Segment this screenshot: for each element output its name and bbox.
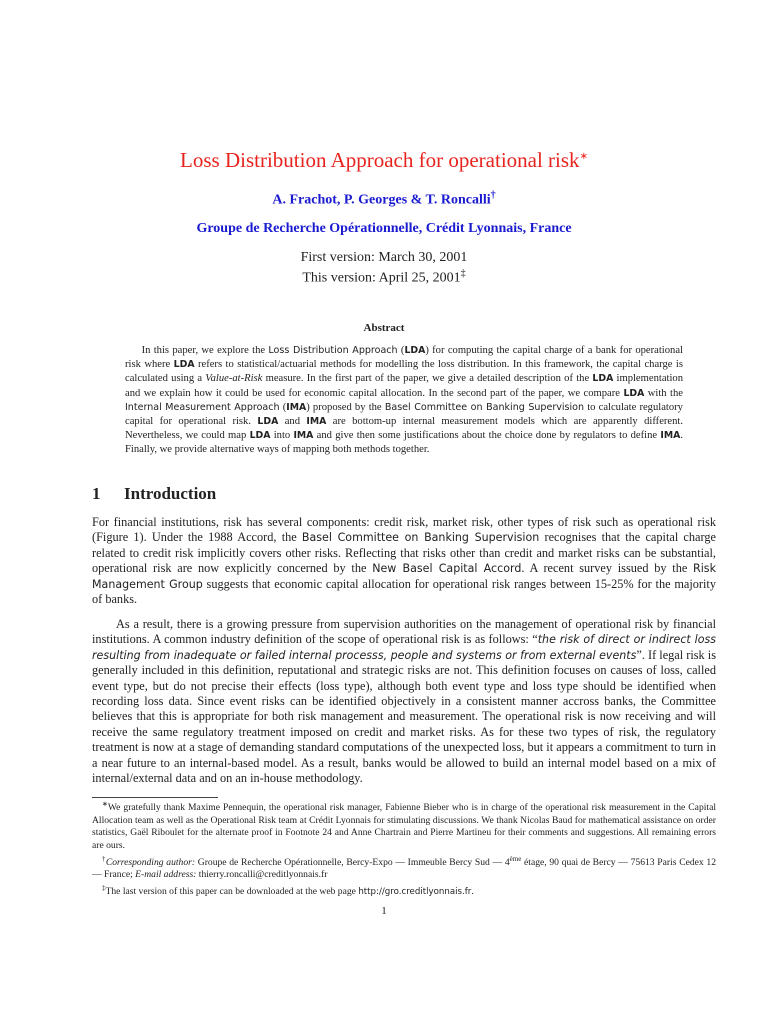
page-number: 1 [381, 905, 387, 917]
paragraph-2: As a result, there is a growing pressure from supervision authorities on the management of operational risk by financial institutions. A common industry definition of the scope of operational risk is as follows: “the risk of direct or indirect loss resulting from inadequate or failed internal processs, people and systems or from external events”. If legal risk is generally included in this definition, reputational and strategic risks are not. This definition focuses on causes of loss, called event type, but do not precise their effects (loss type), although both event type and loss type should be identified when recording loss data. Since event risks can be identified objectively in a consistent manner accross banks, the Committee believes that this is appropriate for both risk management and measurement. The operational risk is now receiving and will receive the same regulatory treatment imposed on credit and market risks. As for these two types of risk, the regulatory treatment is now at a stage of demanding standard computations of the unexpected loss, but it appears a commitment to turn in a near future to an internal-based model. As a result, banks would be allowed to build an internal model based on a mix of internal/external data and on an in-house methodology. [92, 617, 716, 786]
footnote-3: ‡The last version of this paper can be downloaded at the web page http://gro.creditlyonnais.fr. [102, 883, 474, 898]
affiliation: Groupe de Recherche Opérationnelle, Crédit Lyonnais, France [196, 221, 572, 236]
footnote-2: †Corresponding author: Groupe de Recherche Opérationnelle, Bercy-Expo — Immeuble Bercy Sud — 4ème étage, 90 quai de Bercy — 75613 Paris Cedex 12 — France; E-mail address: thierry.roncalli@creditlyonnais.fr [92, 854, 717, 881]
section-title: Introduction [124, 484, 217, 503]
footnotes [92, 798, 716, 899]
authors-footnote-mark: † [490, 190, 496, 201]
version-footnote-mark: ‡ [460, 268, 466, 279]
section-heading [92, 484, 216, 504]
version-dates [0, 250, 768, 287]
download-link[interactable]: http://gro.creditlyonnais.fr [358, 887, 472, 898]
abstract-body: In this paper, we explore the Loss Distribution Approach (LDA) for computing the capital charge of a bank for operational risk where LDA refers to statistical/actuarial methods for modelling the loss distribution. In this framework, the capital charge is calculated using a Value-at-Risk measure. In the first part of the paper, we give a detailed description of the LDA implementation and we explain how it could be used for economic capital allocation. In the second part of the paper, we compare LDA with the Internal Measurement Approach (IMA) proposed by the Basel Committee on Banking Supervision to calculate regulatory capital for operational risk. LDA and IMA are bottom-up internal measurement models which are apparently different. Nevertheless, we could map LDA into IMA and give then some justifications about the choice done by regulators to define IMA. Finally, we provide alternative ways of mapping both methods together. [125, 345, 684, 456]
paragraph-1: For financial institutions, risk has several components: credit risk, market risk, other types of risk such as operational risk (Figure 1). Under the 1988 Accord, the Basel Committee on Banking Supervision recognises that the capital charge related to credit risk implicitly covers other risks. Reflecting that risks other than credit and market risks can be substantial, operational risk are now explicitly concerned by the New Basel Capital Accord. A recent survey issued by the Risk Management Group suggests that economic capital allocation for operational risk ranges between 15-25% for the majority of banks. [92, 515, 716, 607]
paper-title: Loss Distribution Approach for operational risk∗ [180, 148, 588, 172]
section-number: 1 [92, 484, 101, 503]
title-footnote-mark: ∗ [579, 151, 588, 162]
footnote-1: ∗We gratefully thank Maxime Pennequin, the operational risk manager, Fabienne Bieber who is in charge of the operational risk measurement in the Capital Allocation team as well as the Operational Risk team at Crédit Lyonnais for stimulating discussions. We thank Nicolas Baud for mathematical assistance on order statistics, Gaël Riboulet for the alternate proof in Footnote 24 and Anne Chartrain and Pierre Martineu for their comments and suggestions. All remaining errors are ours. [92, 800, 716, 851]
first-version: First version: March 30, 2001 [300, 250, 468, 265]
abstract-heading: Abstract [363, 322, 405, 334]
authors: A. Frachot, P. Georges & T. Roncalli† [272, 190, 496, 208]
this-version: This version: April 25, 2001‡ [302, 268, 466, 286]
